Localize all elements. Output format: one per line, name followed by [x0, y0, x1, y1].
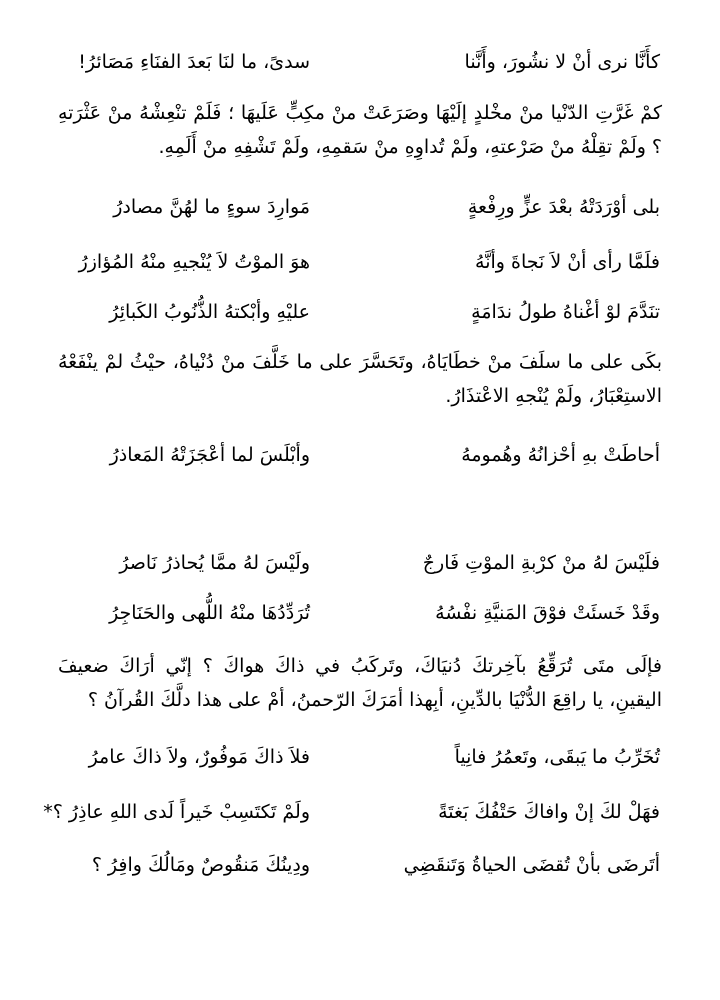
verse-second-hemistich: هوَ الموْتُ لاَ يُنْجيهِ منْهُ المُؤازرُ: [78, 251, 310, 273]
verse-first-hemistich: فلَيْسَ لهُ منْ كرْبةِ الموْتِ فَارجٌ: [422, 552, 660, 574]
verse-line: [60, 596, 660, 630]
verse-first-hemistich: كأَنَّا نرى أنْ لا نشُورَ، وأَنَّنا: [464, 51, 660, 73]
verse-first-hemistich: فهَلْ لكَ إنْ وافاكَ حَتْفُكَ بَغتَةً: [438, 801, 660, 823]
verse-second-hemistich: سدىً، ما لنَا بَعدَ الفنَاءِ مَصَائرُ!: [78, 51, 310, 73]
prose-paragraph: بكَى على ما سلَفَ منْ خطَايَاهُ، وتَحَسَّرَ على ما خَلَّفَ منْ دُنْياهُ، حيْثُ لمْ ينْفَعْهُ الاستِعْبَارُ، ولَمْ يُنْجهِ الاعْتذَارُ.: [58, 351, 662, 407]
verse-line: [60, 295, 660, 329]
verse-line: [60, 740, 660, 774]
verse-second-hemistich: ولَمْ تَكتَسِبْ خَيراً لَدى اللهِ عاذِرُ ؟*: [43, 801, 310, 823]
verse-line: [60, 546, 660, 580]
verse-second-hemistich: وأبْلَسَ لما أعْجَزَتْهُ المَعاذرُ: [109, 444, 310, 466]
verse-first-hemistich: بلى أوْرَدَتْهُ بعْدَ عزٍّ ورِفْعةٍ: [467, 196, 660, 218]
verse-second-hemistich: تُرَدِّدُهَا منْهُ اللُّهى والحَنَاجِرُ: [109, 602, 310, 624]
verse-line: [60, 438, 660, 472]
verse-line: [60, 245, 660, 279]
verse-first-hemistich: تنَدَّمَ لوْ أغْناهُ طولُ ندَامَةٍ: [471, 301, 660, 323]
verse-line: [60, 45, 660, 79]
verse-second-hemistich: فلاَ ذاكَ مَوفُورٌ، ولاَ ذاكَ عامرُ: [88, 746, 310, 768]
verse-second-hemistich: عليْهِ وأبْكتهُ الذُّنُوبُ الكَبائِرُ: [109, 301, 310, 323]
verse-line: [60, 190, 660, 224]
verse-first-hemistich: أحاطَتْ بهِ أحْزانُهُ وهُمومهُ: [461, 444, 660, 466]
verse-second-hemistich: ولَيْسَ لهُ ممَّا يُحاذرُ نَاصرُ: [119, 552, 310, 574]
verse-line: [60, 848, 660, 882]
prose-paragraph: فإلَى متَى تُرَقِّعُ بآخِرتكَ دُنيَاكَ، وتَركَبُ في ذاكَ هواكَ ؟ إنّي أرَاكَ ضعيفَ اليقينِ، يا راقِعَ الدُّنْيَا بالدِّينِ، أبِهذا أمَرَكَ الرّحمنُ، أمْ على هذا دلَّكَ القُرآنُ ؟: [58, 655, 662, 711]
verse-first-hemistich: أتَرضَى بأنْ تُقضَى الحياةُ وَتَنقَضِي: [403, 854, 660, 876]
verse-second-hemistich: مَوارِدَ سوءٍ ما لهُنَّ مصادرُ: [113, 196, 310, 218]
verse-first-hemistich: فلَمَّا رأى أنْ لاَ نَجاةَ وأنَّهُ: [475, 251, 660, 273]
verse-line: [43, 795, 660, 829]
verse-second-hemistich: ودِينُكَ مَنقُوصٌ ومَالُكَ وافِرُ ؟: [91, 854, 310, 876]
prose-paragraph: كمْ غَرَّتِ الدّنْيا منْ مخْلدٍ إلَيْهَا وصَرَعَتْ منْ مكِبٍّ عَلَيهَا ؛ فَلَمْ تنْعِشْهُ منْ عَثْرَتهِ ؟ ولَمْ تقِلْهُ منْ صَرْعتهِ، ولَمْ تُداوِهِ منْ سَقمِهِ، ولَمْ تَشْفِهِ منْ أَلَمِهِ.: [58, 102, 662, 158]
verse-first-hemistich: تُخَرِّبُ ما يَبقَى، وتَعمُرُ فانِياً: [454, 746, 660, 768]
verse-first-hemistich: وقَدْ خَسئَتْ فوْقَ المَنيَّةِ نفْسُهُ: [435, 602, 660, 624]
